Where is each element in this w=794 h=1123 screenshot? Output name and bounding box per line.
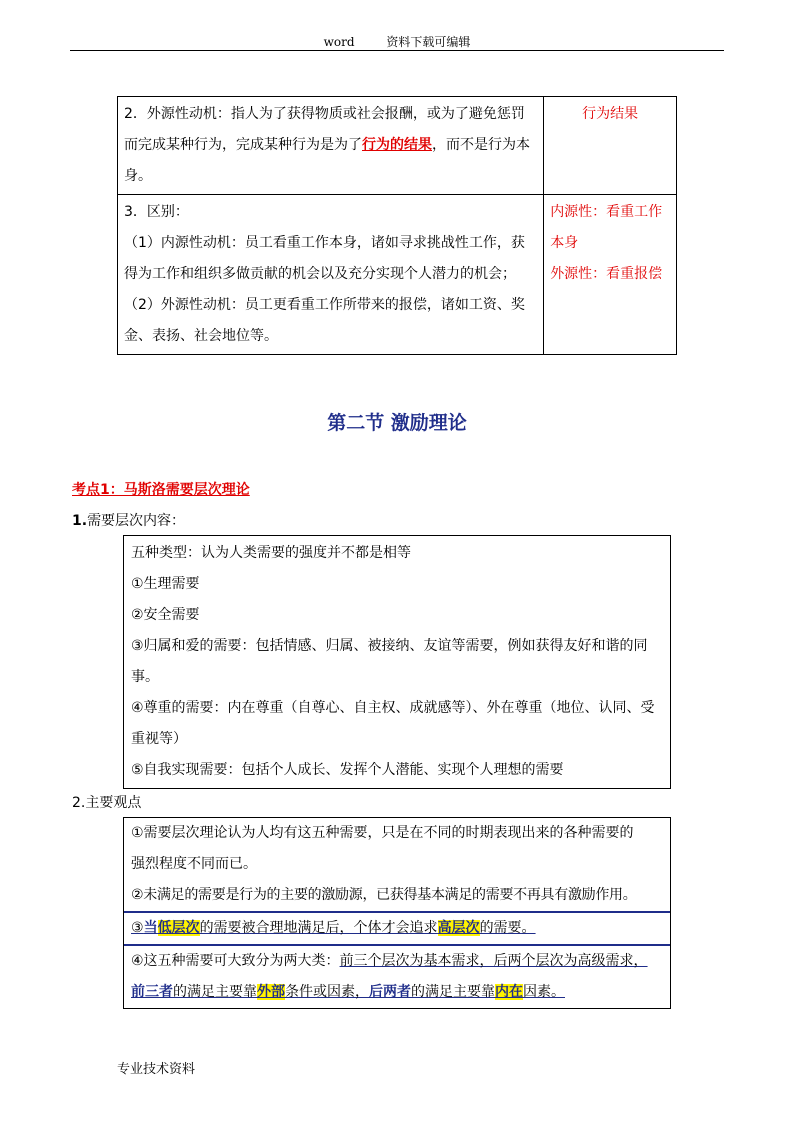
- list-item: ③归属和爱的需要：包括情感、归属、被接纳、友谊等需要，例如获得友好和谐的同事。: [131, 638, 648, 685]
- label-needs-content: [72, 510, 185, 530]
- needs-hierarchy-table: [123, 535, 671, 789]
- view-3: ③当低层次的需要被合理地满足后，个体才会追求高层次的需要。: [124, 911, 670, 944]
- extrinsic-definition-cell: [118, 97, 544, 195]
- list-item: ④尊重的需要：内在尊重（自尊心、自主权、成就感等）、外在尊重（地位、认同、受重视等）: [131, 700, 655, 747]
- note-extrinsic: 外源性：看重报偿: [550, 266, 663, 282]
- label-num: 2.: [72, 795, 86, 811]
- page-header: [70, 34, 724, 51]
- list-item: ①生理需要: [131, 576, 200, 592]
- table-row: [118, 195, 677, 355]
- label-text: 需要层次内容：: [87, 513, 186, 529]
- note-intrinsic: 内源性：看重工作本身: [550, 204, 663, 251]
- note-behavior-result: 行为结果: [544, 97, 677, 195]
- difference-cell: [118, 195, 544, 355]
- table-row: [124, 536, 671, 789]
- intrinsic-desc: （1）内源性动机：员工看重工作本身，诸如寻求挑战性工作，获得为工作和组织多做贡献的机会以及充分实现个人潜力的机会；: [124, 235, 525, 282]
- view-1b: 强烈程度不同而已。: [131, 856, 257, 872]
- extrinsic-text: 2．外源性动机：指人为了获得物质或社会报酬，或为了避免惩罚而完成某种行为，完成某种行为是为了: [124, 106, 525, 153]
- main-views-table: [123, 817, 671, 1009]
- table-row: [118, 97, 677, 195]
- view-1a: ①需要层次理论认为人均有这五种需要，只是在不同的时期表现出来的各种需要的: [131, 825, 634, 841]
- header-word: word: [323, 35, 355, 49]
- difference-heading: 3．区别：: [124, 204, 189, 220]
- label-text: 主要观点: [85, 795, 142, 811]
- list-item: 五种类型：认为人类需要的强度并不都是相等: [131, 545, 411, 561]
- extrinsic-desc: （2）外源性动机：员工更看重工作所带来的报偿，诸如工资、奖金、表扬、社会地位等。: [124, 297, 525, 344]
- needs-cell: [124, 536, 671, 789]
- emphasis-behavior-result: 行为的结果: [362, 137, 432, 153]
- view-4a: ④这五种需要可大致分为两大类：前三个层次为基本需求，后两个层次为高级需求，: [124, 944, 670, 977]
- exam-point-heading: 考点1：马斯洛需要层次理论: [72, 482, 250, 498]
- label-main-views: [72, 792, 141, 812]
- motivation-table: [117, 96, 677, 355]
- extrinsic-text-end: ，而不是行为本身。: [124, 137, 530, 184]
- difference-notes-cell: [544, 195, 677, 355]
- header-text: 资料下载可编辑: [386, 35, 471, 49]
- view-2: ②未满足的需要是行为的主要的激励源，已获得基本满足的需要不再具有激励作用。: [131, 887, 637, 903]
- page-footer: 专业技术资料: [117, 1062, 196, 1077]
- view-4b: 前三者的满足主要靠外部条件或因素，后两者的满足主要靠内在因素。: [131, 984, 565, 1000]
- section-title: 第二节 激励理论: [327, 412, 467, 434]
- table-row: [124, 818, 671, 1009]
- label-num: 1.: [72, 513, 88, 529]
- list-item: ②安全需要: [131, 607, 200, 623]
- list-item: ⑤自我实现需要：包括个人成长、发挥个人潜能、实现个人理想的需要: [131, 762, 564, 778]
- views-cell: [124, 818, 671, 1009]
